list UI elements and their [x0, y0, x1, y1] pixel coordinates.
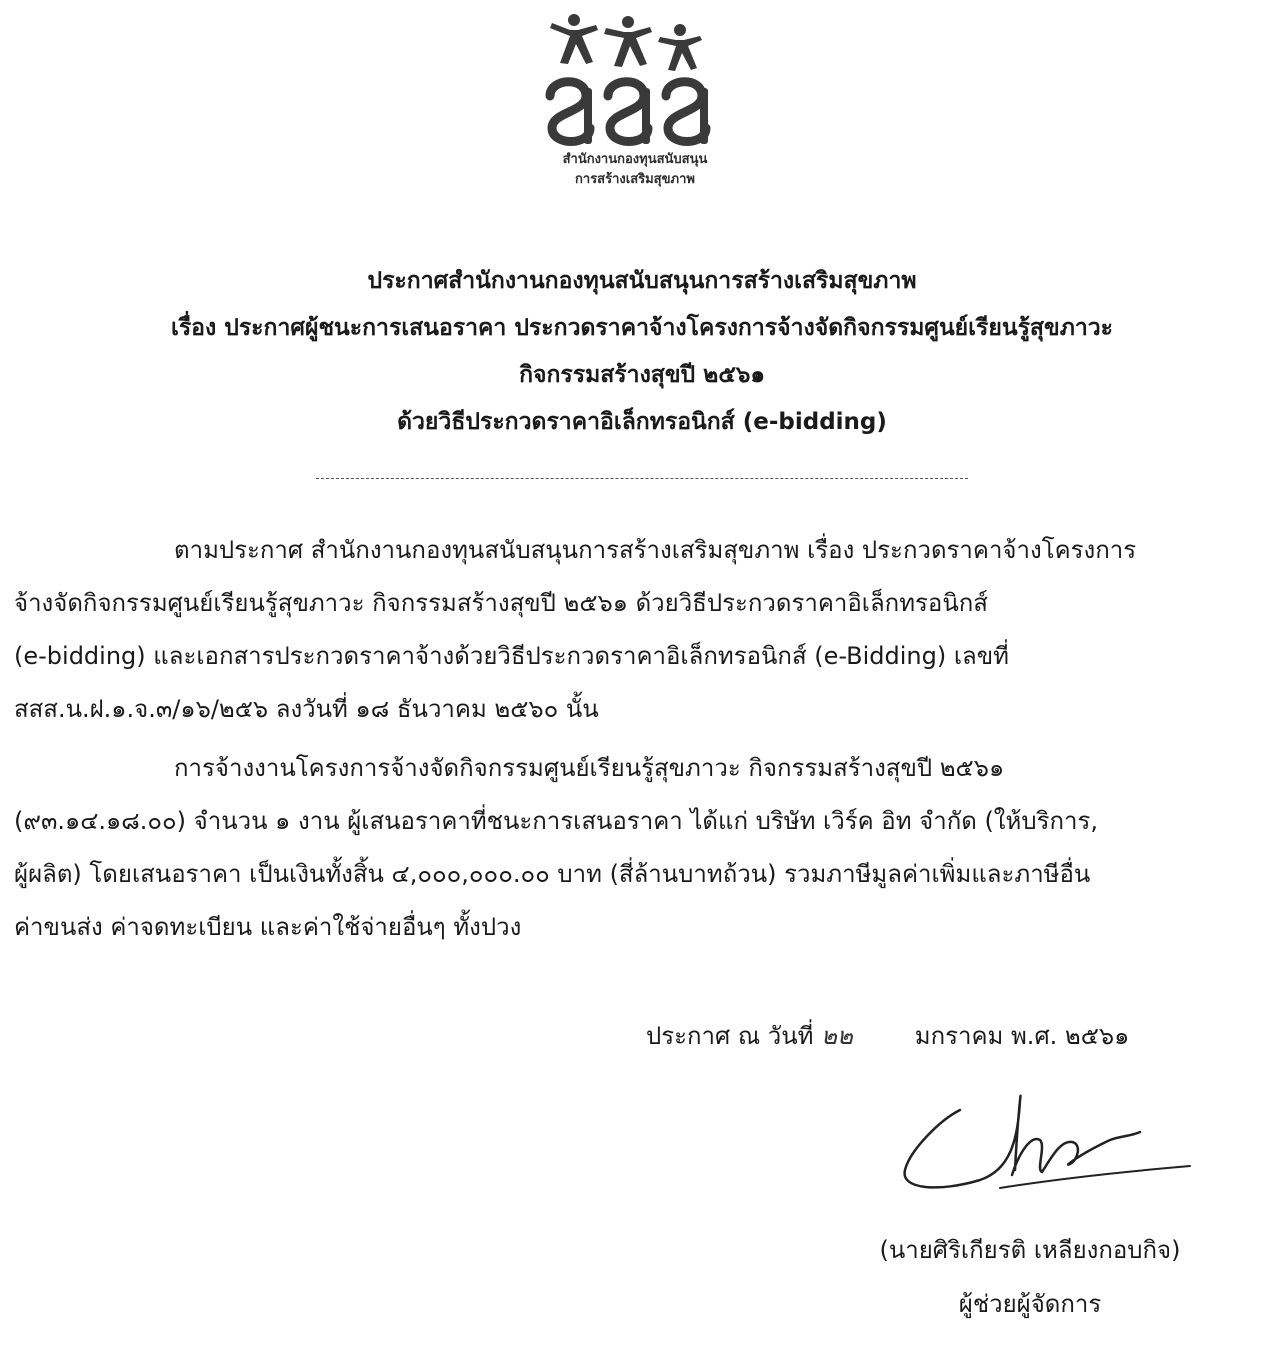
logo-org-line-2: การสร้างเสริมสุขภาพ — [575, 172, 695, 187]
paragraph-line: ค่าขนส่ง ค่าจดทะเบียน และค่าใช้จ่ายอื่นๆ ทั้งปวง — [14, 913, 522, 941]
paragraph-line: การจ้างงานโครงการจ้างจัดกิจกรรมศูนย์เรียนรู้สุขภาวะ กิจกรรมสร้างสุขปี ๒๕๖๑ — [174, 754, 1005, 782]
signer-name: (นายศิริเกียรติ เหลียงกอบกิจ) — [879, 1236, 1181, 1264]
handwritten-signature — [900, 1080, 1200, 1200]
announcement-title — [0, 258, 1284, 446]
paragraph-line: (e-bidding) และเอกสารประกวดราคาจ้างด้วยวิธีประกวดราคาอิเล็กทรอนิกส์ (e-Bidding) เลขที่ — [14, 642, 1009, 670]
title-line-2: เรื่อง ประกาศผู้ชนะการเสนอราคา ประกวดราคาจ้างโครงการจ้างจัดกิจกรรมศูนย์เรียนรู้สุขภาวะ — [170, 315, 1114, 341]
paragraph-line: จ้างจัดกิจกรรมศูนย์เรียนรู้สุขภาวะ กิจกรรมสร้างสุขปี ๒๕๖๑ ด้วยวิธีประกวดราคาอิเล็กทรอนิกส์ — [14, 589, 988, 617]
title-line-1: ประกาศสำนักงานกองทุนสนับสนุนการสร้างเสริมสุขภาพ — [367, 268, 917, 294]
date-prefix: ประกาศ ณ วันที่ — [646, 1022, 814, 1050]
paragraph-line: ผู้ผลิต) โดยเสนอราคา เป็นเงินทั้งสิ้น ๔,๐๐๐,๐๐๐.๐๐ บาท (สี่ล้านบาทถ้วน) รวมภาษีมูลค่าเพิ่มและภาษีอื่น — [14, 860, 1091, 888]
three-figures-logo-icon — [530, 8, 740, 158]
paragraph-line: ตามประกาศ สำนักงานกองทุนสนับสนุนการสร้างเสริมสุขภาพ เรื่อง ประกวดราคาจ้างโครงการ — [174, 536, 1137, 564]
title-line-4: ด้วยวิธีประกวดราคาอิเล็กทรอนิกส์ (e-bidding) — [397, 409, 887, 435]
organization-logo — [530, 8, 740, 193]
date-day-handwritten: ๒๒ — [821, 1022, 853, 1050]
dashed-divider — [316, 478, 968, 479]
paragraph-line: (๙๓.๑๔.๑๘.๐๐) จำนวน ๑ งาน ผู้เสนอราคาที่ชนะการเสนอราคา ได้แก่ บริษัท เวิร์ค อิท จำกัด (ให้บริการ, — [14, 807, 1098, 835]
title-line-3: กิจกรรมสร้างสุขปี ๒๕๖๑ — [519, 362, 765, 388]
paragraph-line: สสส.น.ฝ.๑.จ.๓/๑๖/๒๕๖ ลงวันที่ ๑๘ ธันวาคม ๒๕๖๐ นั้น — [14, 695, 599, 723]
paragraph-winner — [14, 742, 1270, 954]
signer-position: ผู้ช่วยผู้จัดการ — [958, 1290, 1102, 1318]
announcement-date — [646, 1016, 1129, 1055]
paragraph-reference — [14, 524, 1270, 736]
logo-org-line-1: สำนักงานกองทุนสนับสนุน — [562, 152, 708, 167]
date-month-year: มกราคม พ.ศ. ๒๕๖๑ — [914, 1022, 1130, 1050]
